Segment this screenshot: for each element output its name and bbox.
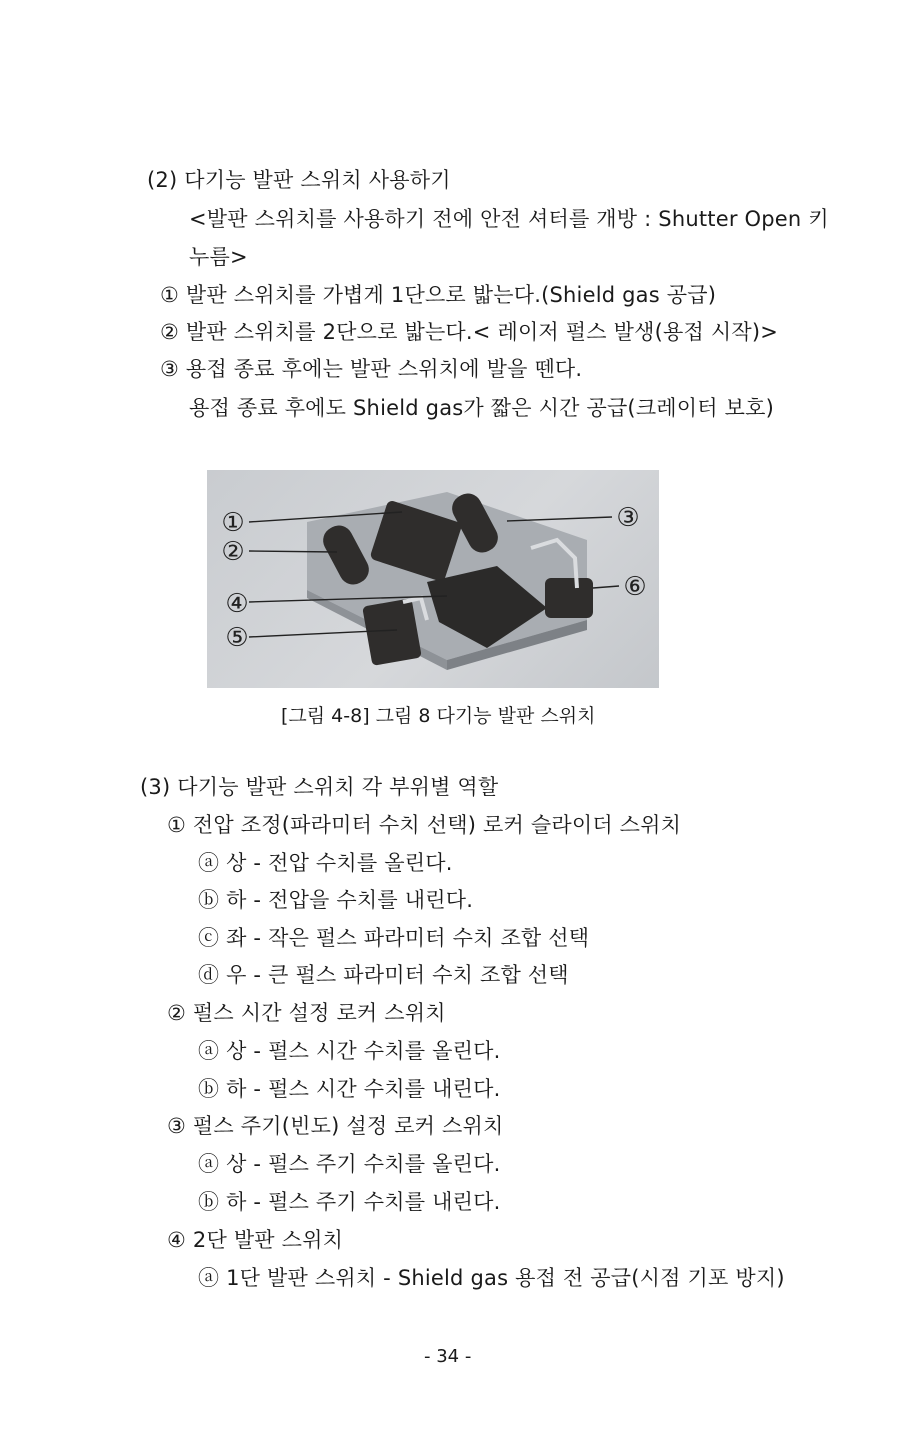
item-4-sub-a: ⓐ 1단 발판 스위치 - Shield gas 용접 전 공급(시점 기포 방지) <box>198 1266 785 1290</box>
step-1: ① 발판 스위치를 가볍게 1단으로 밟는다.(Shield gas 공급) <box>160 283 717 307</box>
item-2-title: ② 펄스 시간 설정 로커 스위치 <box>167 1001 446 1025</box>
leader-line-2 <box>249 551 337 552</box>
foot-switch-illustration <box>207 470 659 688</box>
step-3-note: 용접 종료 후에도 Shield gas가 짧은 시간 공급(크레이터 보호) <box>189 396 775 420</box>
section-2-heading: (2) 다기능 발판 스위치 사용하기 <box>147 168 451 192</box>
step-2: ② 발판 스위치를 2단으로 밟는다.< 레이저 펄스 발생(용접 시작)> <box>160 320 779 344</box>
callout-4: ④ <box>225 589 249 619</box>
section-3-heading: (3) 다기능 발판 스위치 각 부위별 역할 <box>140 775 499 799</box>
callout-3: ③ <box>616 503 640 533</box>
callout-6: ⑥ <box>623 572 647 602</box>
callout-1: ① <box>221 508 245 538</box>
callout-2: ② <box>221 537 245 567</box>
item-1-sub-c: ⓒ 좌 - 작은 펄스 파라미터 수치 조합 선택 <box>198 926 590 950</box>
page-number: - 34 - <box>424 1346 472 1367</box>
safety-note-line-1: <발판 스위치를 사용하기 전에 안전 셔터를 개방 : Shutter Open 키 <box>189 207 829 231</box>
item-3-title: ③ 펄스 주기(빈도) 설정 로커 스위치 <box>167 1114 504 1138</box>
item-2-sub-a: ⓐ 상 - 펄스 시간 수치를 올린다. <box>198 1039 501 1063</box>
item-2-sub-b: ⓑ 하 - 펄스 시간 수치를 내린다. <box>198 1077 501 1101</box>
item-4-title: ④ 2단 발판 스위치 <box>167 1228 344 1252</box>
item-1-sub-b: ⓑ 하 - 전압을 수치를 내린다. <box>198 888 474 912</box>
callout-5: ⑤ <box>225 623 249 653</box>
leader-line-6 <box>593 586 619 588</box>
first-stage-pedal <box>362 598 422 666</box>
figure-caption: [그림 4-8] 그림 8 다기능 발판 스위치 <box>281 705 596 727</box>
step-3: ③ 용접 종료 후에는 발판 스위치에 발을 뗀다. <box>160 357 583 381</box>
safety-note-line-2: 누름> <box>189 245 248 269</box>
foot-switch-figure <box>207 470 659 688</box>
side-block <box>545 578 593 618</box>
item-1-title: ① 전압 조정(파라미터 수치 선택) 로커 슬라이더 스위치 <box>167 813 682 837</box>
item-1-sub-d: ⓓ 우 - 큰 펄스 파라미터 수치 조합 선택 <box>198 963 569 987</box>
item-3-sub-b: ⓑ 하 - 펄스 주기 수치를 내린다. <box>198 1190 501 1214</box>
item-3-sub-a: ⓐ 상 - 펄스 주기 수치를 올린다. <box>198 1152 501 1176</box>
item-1-sub-a: ⓐ 상 - 전압 수치를 올린다. <box>198 851 453 875</box>
